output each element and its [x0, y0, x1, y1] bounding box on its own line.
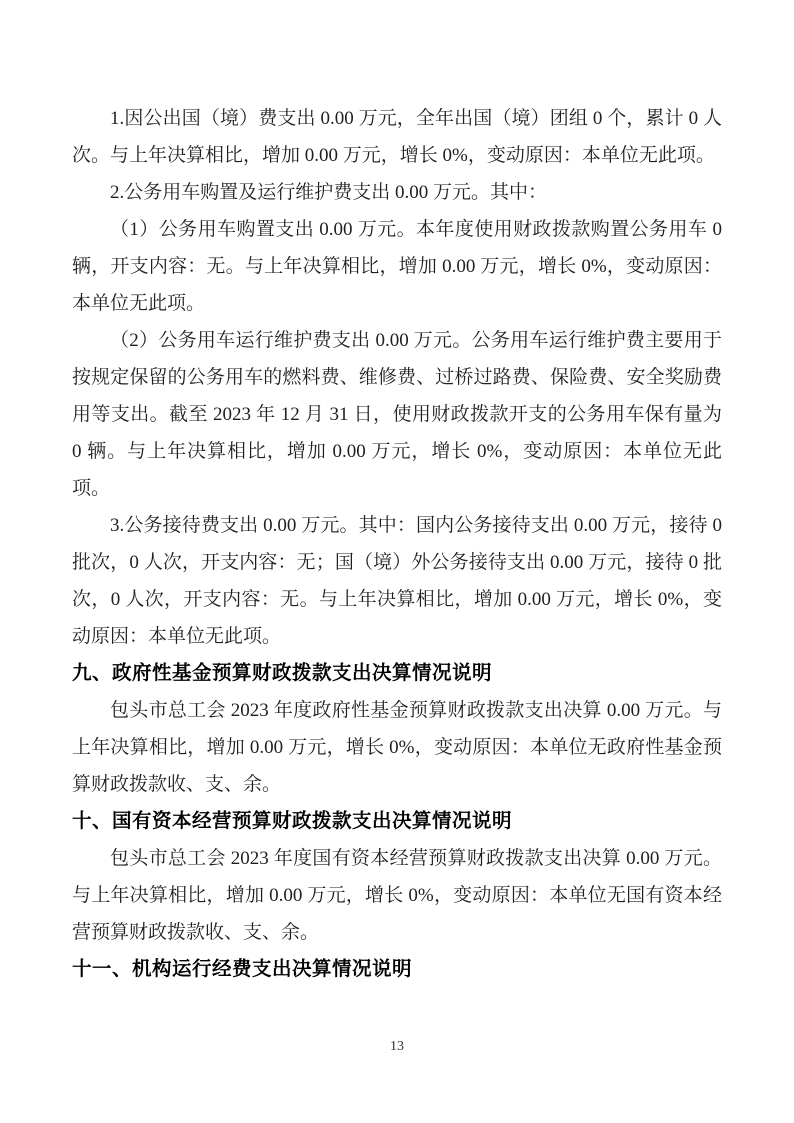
paragraph-overseas-travel-expense: 1.因公出国（境）费支出 0.00 万元，全年出国（境）团组 0 个，累计 0 人次。与上年决算相比，增加 0.00 万元，增长 0%，变动原因：本单位无此项。: [72, 108, 722, 166]
page-number: 13: [390, 1039, 404, 1054]
heading-section-ten-state-capital-budget: 十、国有资本经营预算财政拨款支出决算情况说明: [72, 810, 513, 832]
paragraph-vehicle-purchase: （1）公务用车购置支出 0.00 万元。本年度使用财政拨款购置公务用车 0 辆，开支内容：无。与上年决算相比，增加 0.00 万元，增长 0%，变动原因：本单位无此项。: [72, 219, 722, 314]
paragraph-state-capital-budget-detail: 包头市总工会 2023 年度国有资本经营预算财政拨款支出决算 0.00 万元。与上年决算相比，增加 0.00 万元，增长 0%，变动原因：本单位无国有资本经营预算财政拨款收、支、余。: [72, 848, 722, 943]
document-body: [72, 100, 722, 988]
paragraph-gov-fund-budget-detail: 包头市总工会 2023 年度政府性基金预算财政拨款支出决算 0.00 万元。与上年决算相比，增加 0.00 万元，增长 0%，变动原因：本单位无政府性基金预算财政拨款收、支、余。: [72, 700, 722, 795]
paragraph-official-vehicle-total: 2.公务用车购置及运行维护费支出 0.00 万元。其中：: [110, 182, 548, 203]
paragraph-official-reception: 3.公务接待费支出 0.00 万元。其中：国内公务接待支出 0.00 万元，接待 0 批次，0 人次，开支内容：无；国（境）外公务接待支出 0.00 万元，接待 0 批次，0 人次，开支内容：无。与上年决算相比，增加 0.00 万元，增长 0%，变动原因：本单位无此项。: [72, 515, 722, 647]
heading-section-nine-gov-fund-budget: 九、政府性基金预算财政拨款支出决算情况说明: [72, 662, 493, 684]
paragraph-vehicle-maintenance: （2）公务用车运行维护费支出 0.00 万元。公务用车运行维护费主要用于按规定保留的公务用车的燃料费、维修费、过桥过路费、保险费、安全奖励费用等支出。截至 2023 年 12 月 31 日，使用财政拨款开支的公务用车保有量为 0 辆。与上年决算相比，增加 0.00 万元，增长 0%，变动原因：本单位无此项。: [72, 330, 722, 499]
heading-section-eleven-operating-expense: 十一、机构运行经费支出决算情况说明: [72, 958, 413, 980]
